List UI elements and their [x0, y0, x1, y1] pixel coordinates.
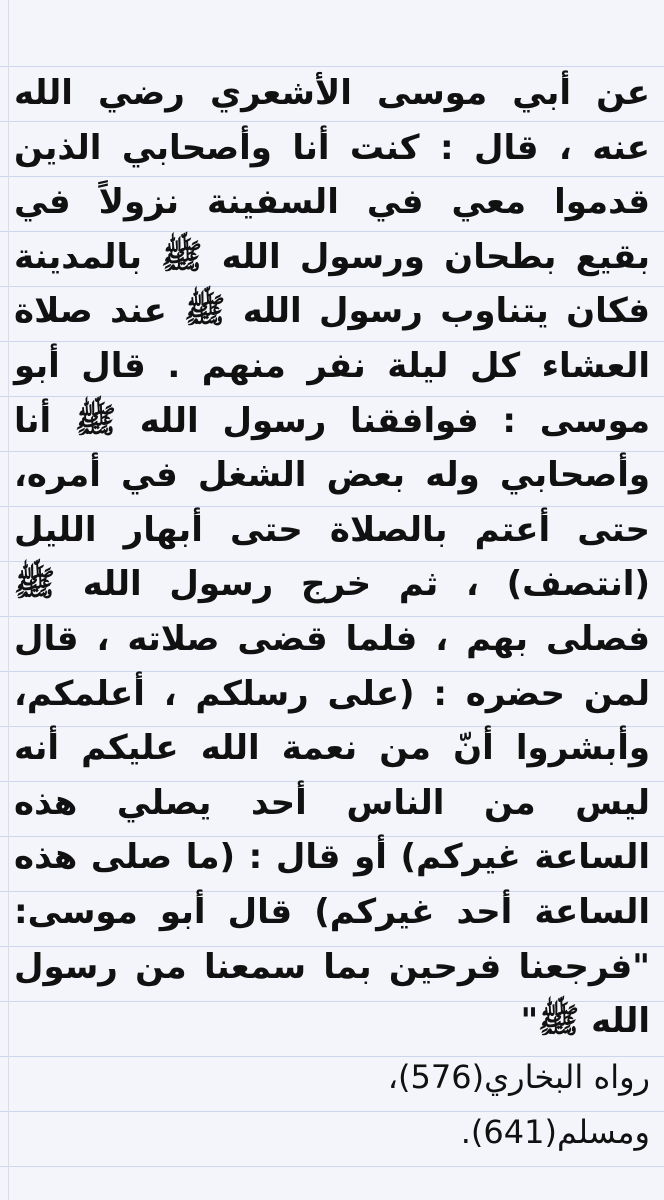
hadith-line-3: قدموا معي في السفينة نزولاً في	[14, 182, 650, 223]
hadith-line-16: الساعة أحد غيركم) قال أبو موسى:	[14, 891, 650, 932]
hadith-line-10: (انتصف) ، ثم خرج رسول الله ﷺ	[14, 564, 650, 605]
hadith-line-17: "فرجعنا فرحين بما سمعنا من رسول	[14, 946, 650, 987]
hadith-line-13: وأبشروا أنّ من نعمة الله عليكم أنه	[14, 728, 650, 769]
hadith-line-8: وأصحابي وله بعض الشغل في أمره،	[14, 455, 650, 496]
hadith-line-9: حتى أعتم بالصلاة حتى أبهار الليل	[14, 509, 650, 550]
page-margin-line	[8, 0, 9, 1200]
hadith-line-6: العشاء كل ليلة نفر منهم . قال أبو	[14, 345, 650, 386]
source-citation	[14, 1050, 650, 1159]
hadith-line-18: الله ﷺ"	[520, 1001, 650, 1042]
hadith-line-1: عن أبي موسى الأشعري رضي الله	[14, 73, 650, 113]
hadith-line-5: فكان يتناوب رسول الله ﷺ عند صلاة	[14, 291, 650, 332]
hadith-line-2: عنه ، قال : كنت أنا وأصحابي الذين	[14, 127, 650, 168]
hadith-line-7: موسى : فوافقنا رسول الله ﷺ أنا	[14, 400, 650, 441]
hadith-line-14: ليس من الناس أحد يصلي هذه	[14, 782, 650, 823]
hadith-line-12: لمن حضره : (على رسلكم ، أعلمكم،	[14, 673, 650, 714]
citation-muslim: ومسلم(641).	[460, 1112, 650, 1151]
citation-bukhari: رواه البخاري(576)،	[387, 1058, 650, 1096]
hadith-line-4: بقيع بطحان ورسول الله ﷺ بالمدينة	[14, 236, 650, 277]
hadith-line-11: فصلى بهم ، فلما قضى صلاته ، قال	[14, 618, 650, 659]
hadith-line-15: الساعة غيركم) أو قال : (ما صلى هذه	[14, 837, 650, 878]
hadith-text	[14, 66, 650, 1049]
